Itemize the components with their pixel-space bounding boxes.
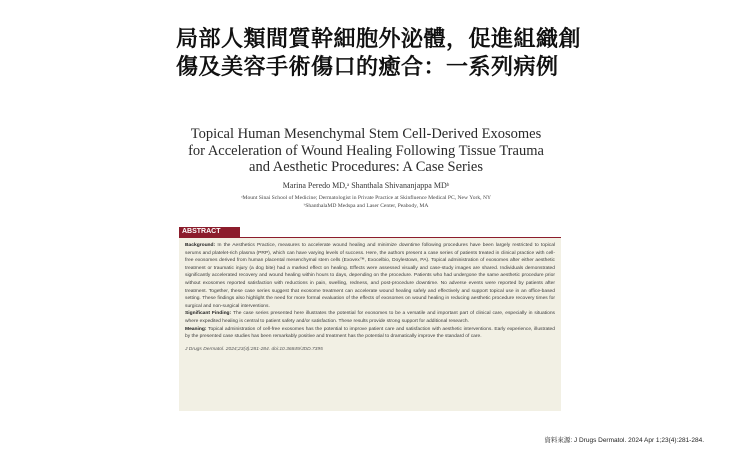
abstract-box bbox=[179, 237, 561, 411]
affiliation-line: ᵃMount Sinai School of Medicine; Dermatologist in Private Practice at Skinfluence Medical PC, New York, NY bbox=[240, 195, 492, 201]
source-citation: 資料來源: J Drugs Dermatol. 2024 Apr 1;23(4):281-284. bbox=[544, 437, 704, 444]
paper-title-line: for Acceleration of Wound Healing Following Tissue Trauma bbox=[188, 142, 544, 159]
abstract-citation: J Drugs Dermatol. 2024;23(4):281-284. doi:10.36849/JDD.7395 bbox=[185, 346, 323, 352]
finding-label: Significant Finding: bbox=[185, 311, 232, 317]
finding-text: The case series presented here illustrates the potential for exosomes to be a versatile and important part of clinical care, especially in situations where expedited healing is central to patient safety and/or satisfaction. These results provide strong support for additional research. bbox=[185, 311, 555, 324]
background-label: Background: bbox=[185, 243, 216, 248]
abstract-heading: ABSTRACT bbox=[179, 227, 240, 237]
paper-title bbox=[176, 126, 556, 176]
abstract-background bbox=[185, 242, 555, 310]
meaning-label: Meaning: bbox=[185, 326, 207, 332]
background-text: In the Aesthetics Practice, measures to accelerate wound healing and minimize downtime following procedures have been largely restricted to topical serums and platelet-rich plasma (PRP), which can have varying levels of success. Here, the authors present a case series of patients treated in clinical practice with cell-free exosomes derived from human placental mesenchymal stem cells (Exovex™, Exocelbio, Doylestown, PA). Topical administration of exosomes after either aesthetic treatment or traumatic injury (a dog bite) had a marked effect on healing. Effects were assessed visually and case-study images are shared. Individuals demonstrated significantly accelerated recovery and wound healing within hours to days, depending on the procedure. Patients who had undergone the same aesthetic procedure prior without exosomes reported satisfaction with reductions in pain, swelling, redness, and post-procedure downtime. No adverse events were reported by patients after treatment. Together, these case series suggest that exosome treatment can accelerate wound healing safely and effectively and support topical use in an office-based setting. These findings also highlight the need for more formal evaluation of the effects of exosomes on wound healing in reducing aesthetic procedure recovery times for surgical and non-surgical interventions. bbox=[185, 243, 555, 309]
meaning-text: Topical administration of cell-free exosomes has the potential to improve patient care and satisfaction with aesthetic interventions. Early experience, illustrated by the presented case studies has been remarkably positive and treatment has the potential to dramatically improve the standard of care. bbox=[185, 326, 555, 340]
slide-title: 局部人類間質幹細胞外泌體，促進組織創傷及美容手術傷口的癒合：一系列病例 bbox=[176, 27, 582, 80]
abstract-finding bbox=[185, 310, 555, 325]
affiliation-line: ᵇShanthalaMD Medspa and Laser Center, Peabody, MA bbox=[303, 203, 429, 209]
paper-authors: Marina Peredo MD,ᵃ Shanthala Shivananjappa MDᵇ bbox=[282, 181, 450, 190]
paper-affiliations bbox=[176, 194, 556, 210]
paper-title-line: Topical Human Mesenchymal Stem Cell-Derived Exosomes bbox=[190, 126, 542, 142]
abstract-meaning bbox=[185, 326, 555, 341]
paper-title-line: and Aesthetic Procedures: A Case Series bbox=[249, 159, 483, 175]
